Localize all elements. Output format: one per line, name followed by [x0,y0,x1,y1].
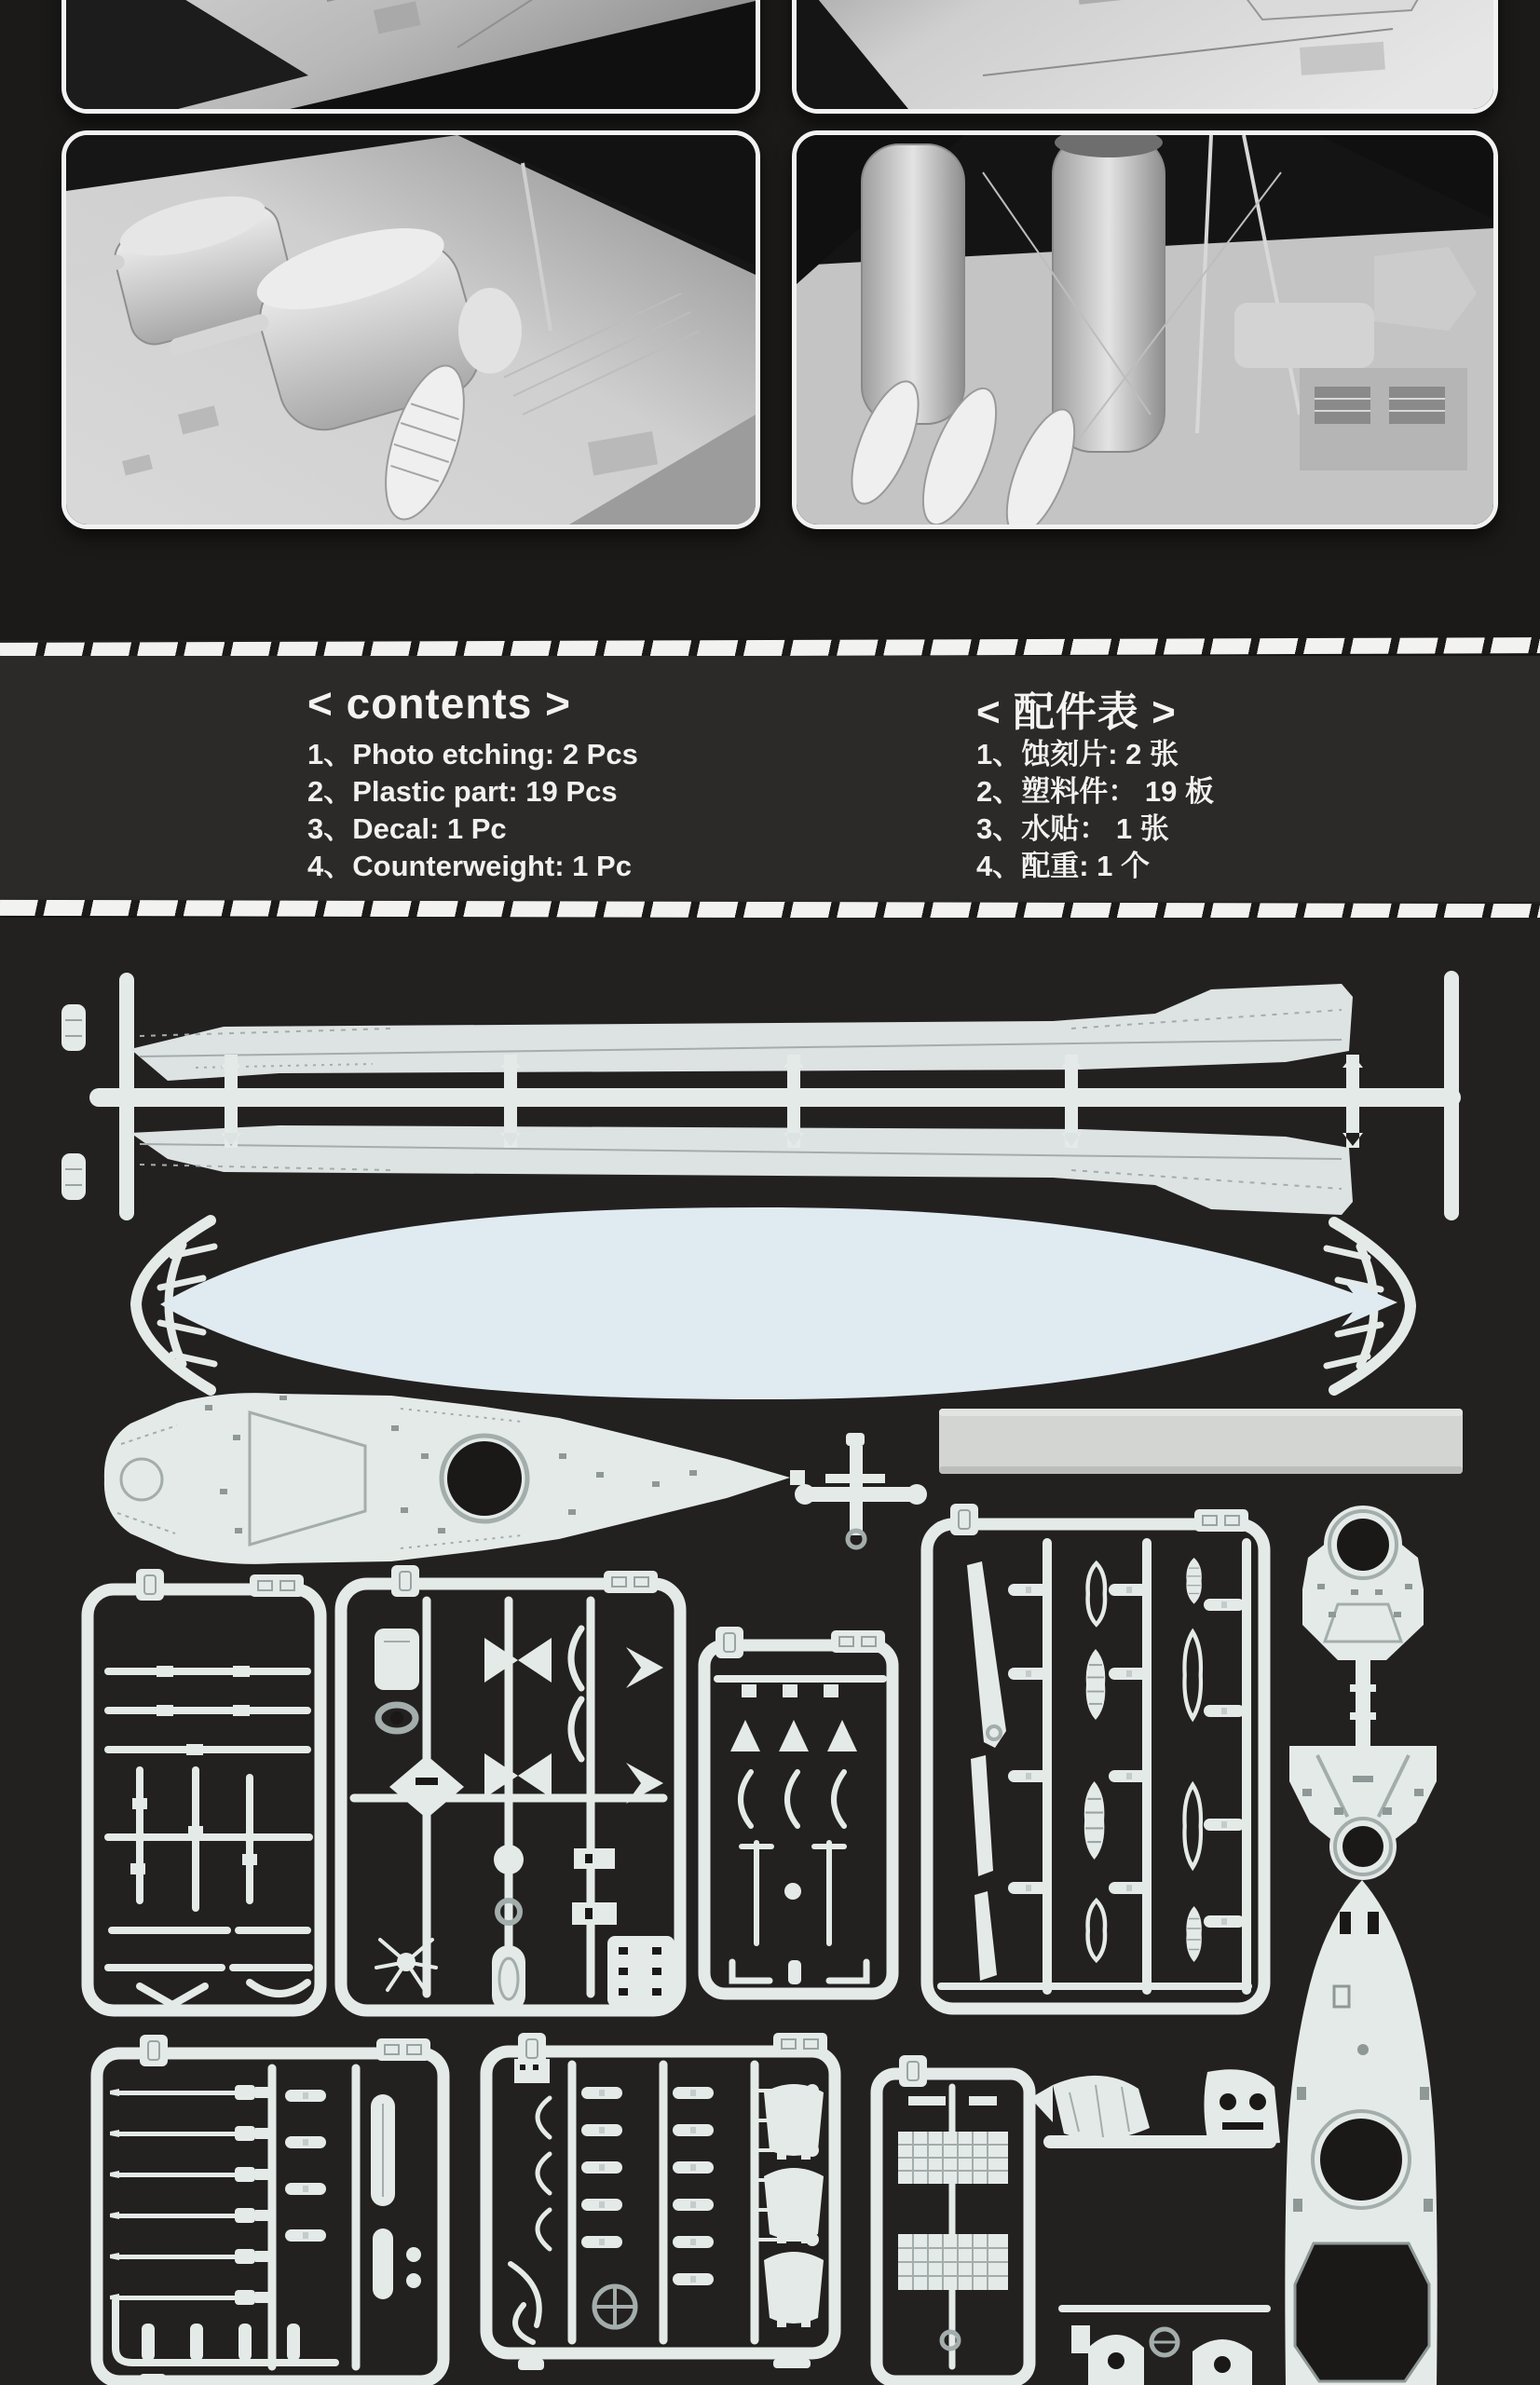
contents-item-cn: 3、水贴： 1 张 [976,812,1169,845]
runner-dome-parts [1062,2309,1267,2385]
render-photo-funnels-closeup [792,130,1498,529]
contents-title-en: < contents > [307,679,571,728]
render-art-4 [797,135,1493,525]
sprue-masts-yards [88,1569,320,2010]
sprue-layout-photo [0,918,1540,2385]
part-aft-deck [1285,1880,1437,2385]
rope-divider-bottom [0,900,1540,920]
render-art-3 [66,135,756,525]
contents-list-cn [976,736,1214,885]
contents-item-cn: 2、塑料件： 19 板 [976,775,1214,808]
part-grating [898,2132,1008,2184]
part-superstructure-deck [1302,1506,1424,1746]
contents-item-en: 1、Photo etching: 2 Pcs [307,738,638,770]
render-art-1 [66,0,756,109]
runner-bridge-parts [1030,2069,1280,2148]
sprue-small-cross [795,1433,927,1547]
part-grating [898,2234,1008,2290]
contents-item-cn: 4、配重: 1 个 [976,850,1151,882]
render-photo-deck-aerial [792,0,1498,114]
render-photo-turrets-closeup [61,130,760,529]
render-photo-gallery [0,0,1540,640]
contents-item-cn: 1、蚀刻片: 2 张 [976,738,1179,770]
contents-panel [0,656,1540,902]
contents-list-en [307,736,638,885]
render-art-2 [797,0,1493,109]
sprue-davits [704,1627,893,1994]
part-shelter-deck [1289,1746,1437,1880]
sprue-art [0,918,1540,2385]
sprue-boat-hulls [486,2033,835,2370]
part-waterline-plate [136,1207,1411,1399]
contents-item-en: 3、Decal: 1 Pc [307,812,507,845]
part-wheel [594,2286,635,2327]
contents-title-cn: < 配件表 > [976,689,1177,735]
sprue-fittings [341,1565,680,2012]
render-photo-deck-boats [61,0,760,114]
part-counterweight-block [939,1409,1463,1474]
sprue-gun-barrels [97,2035,443,2385]
contents-item-en: 2、Plastic part: 19 Pcs [307,775,618,808]
sprue-hull-halves [61,971,1461,1220]
sprue-boats [927,1504,1264,2009]
sprue-gratings [877,2055,1029,2383]
part-main-deck [104,1393,805,1564]
contents-item-en: 4、Counterweight: 1 Pc [307,850,632,882]
